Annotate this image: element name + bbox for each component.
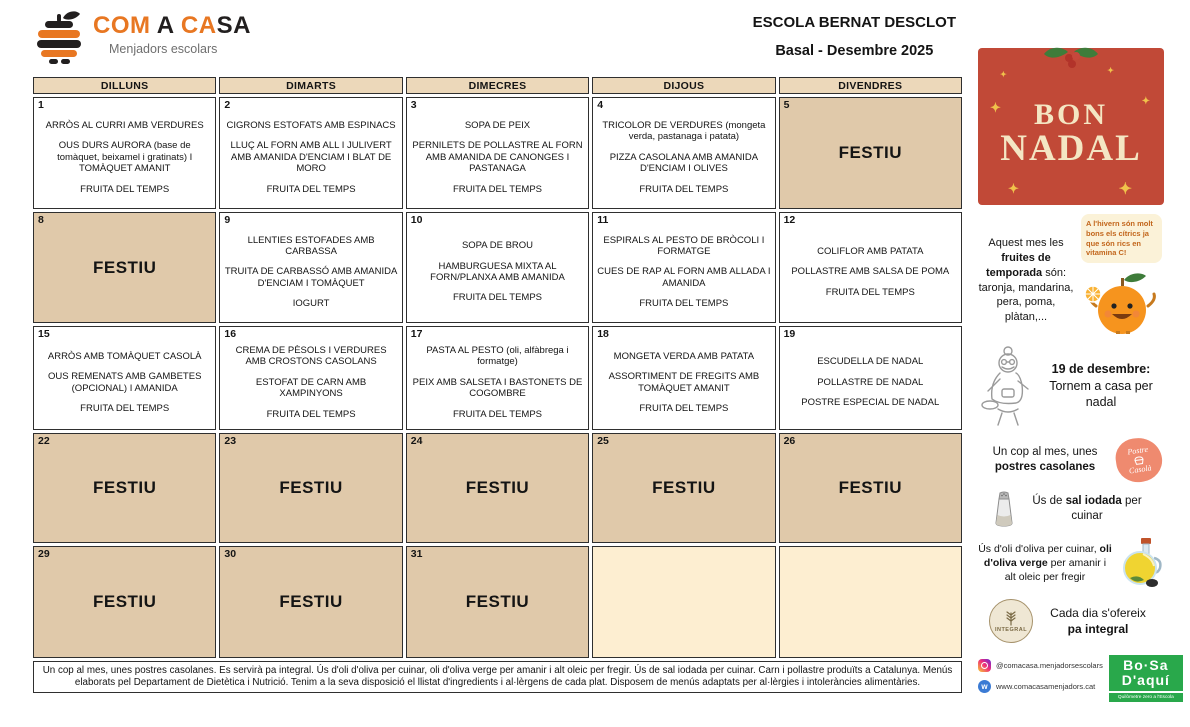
festiu-label: FESTIU xyxy=(92,478,157,497)
menu-item: POSTRE ESPECIAL DE NADAL xyxy=(801,397,940,409)
menu-item: LLUÇ AL FORN AMB ALL I JULIVERT AMB AMANIDA D'ENCIAM I BLAT DE MORO xyxy=(230,140,392,175)
menu-item: FRUITA DEL TEMPS xyxy=(639,402,729,414)
day-number: 10 xyxy=(410,214,423,226)
salt-shaker-icon xyxy=(993,491,1015,527)
day-number: 3 xyxy=(410,99,417,111)
calendar-cell xyxy=(33,546,216,658)
menu-item: FRUITA DEL TEMPS xyxy=(80,402,170,414)
weekday-header: DIJOUS xyxy=(592,77,775,94)
menu-item: FRUITA DEL TEMPS xyxy=(825,286,915,298)
menu-item: CUES DE RAP AL FORN AMB ALLADA I AMANIDA xyxy=(597,266,771,289)
menu-item: FRUITA DEL TEMPS xyxy=(266,408,356,420)
calendar-cell xyxy=(779,212,962,323)
festiu-label: FESTIU xyxy=(465,592,530,611)
calendar-cell xyxy=(592,546,775,658)
menu-items xyxy=(780,233,961,302)
calendar-cell xyxy=(592,212,775,323)
day-number: 29 xyxy=(38,548,50,560)
instagram-row xyxy=(978,659,1103,672)
day-number: 15 xyxy=(38,328,50,340)
calendar-cell xyxy=(779,97,962,209)
day-number: 26 xyxy=(783,435,796,447)
menu-item: SOPA DE PEIX xyxy=(464,120,531,132)
menu-item: SOPA DE BROU xyxy=(461,240,534,252)
day-number: 18 xyxy=(597,328,609,340)
calendar-cell xyxy=(33,97,216,209)
grandma-cooking-icon xyxy=(978,343,1036,429)
calendar-cell xyxy=(406,212,589,323)
weekday-header: DILLUNS xyxy=(33,77,216,94)
menu-item: COLIFLOR AMB PATATA xyxy=(817,245,924,257)
day-number: 4 xyxy=(597,99,604,111)
christmas-home-date: 19 de desembre: xyxy=(1051,361,1151,376)
day-number: 8 xyxy=(38,214,44,226)
menu-item: PIZZA CASOLANA AMB AMANIDA D'ENCIAM I OLIVES xyxy=(609,151,759,175)
school-name: ESCOLA BERNAT DESCLOT xyxy=(752,14,956,31)
calendar-cell xyxy=(592,326,775,430)
brand-text xyxy=(93,8,251,56)
wheat-icon xyxy=(1004,610,1018,626)
calendar-cell xyxy=(33,326,216,430)
bon-nadal-card xyxy=(978,48,1164,205)
day-number: 25 xyxy=(597,435,609,447)
day-number: 11 xyxy=(597,214,609,226)
calendar-cell xyxy=(33,212,216,323)
iodized-salt-text: Ús de sal iodada per cuinar xyxy=(1032,495,1142,522)
brand-subtitle: Menjadors escolars xyxy=(109,42,218,56)
sparkle-icon: ✦ xyxy=(1000,70,1007,79)
website-url: www.comacasamenjadors.cat xyxy=(996,682,1096,691)
menu-item: MONGETA VERDA AMB PATATA xyxy=(613,350,755,362)
menu-item: ARRÒS AL CURRI AMB VERDURES xyxy=(45,120,204,132)
social-links xyxy=(978,659,1103,693)
menu-items xyxy=(407,227,588,308)
day-number: 24 xyxy=(410,435,423,447)
sparkle-icon: ✦ xyxy=(1107,66,1114,75)
day-number: 2 xyxy=(224,99,231,111)
festiu-label: FESTIU xyxy=(279,592,343,611)
instagram-handle: @comacasa.menjadorsescolars xyxy=(996,661,1103,670)
weekday-header: DIVENDRES xyxy=(779,77,962,94)
wholegrain-bread-section xyxy=(978,599,1164,643)
sparkle-icon: ✦ xyxy=(1118,181,1132,198)
bosa-daqui-logo xyxy=(1109,655,1183,702)
menu-item: OUS REMENATS AMB GAMBETES (OPCIONAL) I AMANIDA xyxy=(47,371,202,394)
instagram-icon xyxy=(978,659,991,672)
homemade-dessert-text: Un cop al mes, unes postres casolanes xyxy=(992,446,1098,473)
calendar-cell xyxy=(592,433,775,543)
calendar-cell xyxy=(219,546,402,658)
menu-item: FRUITA DEL TEMPS xyxy=(452,292,543,304)
day-number: 23 xyxy=(224,435,237,447)
calendar-cell xyxy=(219,326,402,430)
speech-bubble: A l'hivern són molt bons els cítrics ja que són rics en vitamina C! xyxy=(1081,214,1162,263)
christmas-home-text xyxy=(1038,361,1164,412)
menu-item: ASSORTIMENT DE FREGITS AMB TOMÀQUET AMANIT xyxy=(608,371,760,394)
menu-item: PEIX AMB SALSETA I BASTONETS DE COGOMBRE xyxy=(412,376,583,400)
menu-item: PASTA AL PESTO (oli, alfàbrega i formatge) xyxy=(426,345,569,368)
sidebar xyxy=(978,48,1174,702)
menu-item: FRUITA DEL TEMPS xyxy=(452,408,543,420)
calendar-cell xyxy=(33,433,216,543)
menu-item: TRICOLOR DE VERDURES (mongeta verda, pastanaga i patata) xyxy=(602,120,766,143)
website-row xyxy=(978,680,1103,693)
day-number: 22 xyxy=(38,435,50,447)
festiu-label: FESTIU xyxy=(92,257,157,277)
integral-badge: INTEGRAL xyxy=(989,599,1033,643)
orange-character-icon xyxy=(1084,272,1160,334)
menu-items xyxy=(220,332,401,424)
menu-item: FRUITA DEL TEMPS xyxy=(639,183,729,195)
christmas-home-section xyxy=(978,343,1164,429)
menu-items xyxy=(220,107,401,199)
menu-item: ARRÒS AMB TOMÀQUET CASOLÀ xyxy=(47,350,202,362)
menu-period: Basal - Desembre 2025 xyxy=(775,43,934,59)
menu-item: POLLASTRE DE NADAL xyxy=(817,376,924,388)
seasonal-fruits-section xyxy=(978,214,1164,334)
menu-item: IOGURT xyxy=(292,298,330,310)
calendar-cell xyxy=(779,546,962,658)
website-icon: w xyxy=(978,680,991,693)
calendar-cell xyxy=(219,212,402,323)
sparkle-icon: ✦ xyxy=(990,100,1001,115)
sparkle-icon: ✦ xyxy=(1008,181,1019,196)
menu-item: ESTOFAT DE CARN AMB XAMPINYONS xyxy=(255,376,367,400)
olive-oil-section xyxy=(978,536,1164,590)
festiu-label: FESTIU xyxy=(838,478,903,497)
title-block xyxy=(753,14,956,59)
day-number: 1 xyxy=(38,99,44,111)
menu-items xyxy=(593,338,774,419)
menu-items xyxy=(220,222,401,314)
day-number: 16 xyxy=(224,328,237,340)
calendar-cell xyxy=(406,433,589,543)
menu-item: PERNILETS DE POLLASTRE AL FORN AMB AMANIDA DE CANONGES I PASTANAGA xyxy=(412,140,583,175)
orange-figure xyxy=(1076,214,1164,334)
menu-item: ESPIRALS AL PESTO DE BRÒCOLI I FORMATGE xyxy=(603,234,765,257)
calendar-cell xyxy=(779,433,962,543)
day-number: 5 xyxy=(783,99,790,111)
menu-item: HAMBURGUESA MIXTA AL FORN/PLANXA AMB AMANIDA xyxy=(430,260,565,283)
menu-items xyxy=(407,332,588,424)
weekday-header: DIMARTS xyxy=(219,77,402,94)
bosa-daqui-text: Bo·Sa D'aquí xyxy=(1109,655,1183,691)
menu-item: CIGRONS ESTOFATS AMB ESPINACS xyxy=(226,120,396,132)
bosa-daqui-tagline: Quilòmetre zero a l'Escola xyxy=(1109,693,1183,702)
menu-item: LLENTIES ESTOFADES AMB CARBASSA xyxy=(247,234,375,257)
menu-item: TRUITA DE CARBASSÓ AMB AMANIDA D'ENCIAM I TOMÀQUET xyxy=(224,266,398,289)
christmas-home-line: Tornem a casa per nadal xyxy=(1049,378,1153,410)
menu-items xyxy=(34,107,215,199)
olive-oil-text: Ús d'oli d'oliva per cuinar, oli d'oliva verge per amanir i alt oleic per fregir xyxy=(978,542,1112,584)
main-column xyxy=(33,8,962,689)
olive-oil-bottle-icon xyxy=(1114,536,1164,590)
day-number: 30 xyxy=(224,548,237,560)
menu-item: FRUITA DEL TEMPS xyxy=(452,183,543,195)
bon-nadal-line2: NADAL xyxy=(1000,128,1142,170)
sparkle-icon: ✦ xyxy=(1141,96,1150,107)
day-number: 12 xyxy=(783,214,796,226)
postre-casola-badge: Postre Casolà xyxy=(1113,435,1165,485)
festiu-label: FESTIU xyxy=(838,143,903,162)
menu-item: OUS DURS AURORA (base de tomàquet, beixamel i gratinats) I TOMÀQUET AMANIT xyxy=(57,140,193,175)
calendar-cell xyxy=(779,326,962,430)
calendar-cell xyxy=(406,326,589,430)
bon-nadal-line1: BON xyxy=(1033,98,1108,132)
festiu-label: FESTIU xyxy=(652,478,716,497)
calendar-cell xyxy=(592,97,775,209)
menu-items xyxy=(407,107,588,199)
menu-items xyxy=(34,338,215,419)
menu-items xyxy=(593,222,774,314)
day-number: 31 xyxy=(410,548,423,560)
apple-logo-icon xyxy=(33,8,85,64)
weekday-header: DIMECRES xyxy=(406,77,589,94)
menu-item: FRUITA DEL TEMPS xyxy=(266,183,356,195)
festiu-label: FESTIU xyxy=(92,592,157,611)
brand-name: COM A CASA xyxy=(93,12,251,39)
day-number: 17 xyxy=(410,328,423,340)
social-section xyxy=(978,655,1174,702)
calendar-cell xyxy=(219,433,402,543)
seasonal-fruits-text: Aquest mes les fruites de temporada són: taronja, mandarina, pera, poma, plàtan,... xyxy=(978,237,1074,324)
wholegrain-bread-text: Cada dia s'ofereix pa integral xyxy=(1050,605,1146,636)
festiu-label: FESTIU xyxy=(279,478,343,497)
calendar-cell xyxy=(406,546,589,658)
calendar-cell xyxy=(219,97,402,209)
iodized-salt-section xyxy=(978,491,1164,527)
menu-items xyxy=(780,343,961,412)
menu-item: FRUITA DEL TEMPS xyxy=(639,298,729,310)
homemade-dessert-section xyxy=(978,438,1164,482)
menu-item: POLLASTRE AMB SALSA DE POMA xyxy=(791,266,950,278)
menu-items xyxy=(593,107,774,199)
footer-note: Un cop al mes, unes postres casolanes. Es servirà pa integral. Ús d'oli d'oliva per cuinar, oli d'oliva verge per amanir i alt oleic per fregir. Ús de sal iodada per cuinar. Carn i pollastre produïts a Catalunya. Menús elaborats pel Departament de Dietètica i Nutrició. Tenim a la seva disposició el llistat d'ingredients i al·lèrgens de cada plat. Disposem de menús adaptats per al·lèrgies i intoleràncies alimentàries. xyxy=(33,661,962,693)
menu-item: CREMA DE PÈSOLS I VERDURES AMB CROSTONS CASOLANS xyxy=(235,345,387,368)
calendar-cell xyxy=(406,97,589,209)
holly-icon xyxy=(1036,44,1106,70)
menu-item: FRUITA DEL TEMPS xyxy=(80,183,170,195)
day-number: 19 xyxy=(783,328,796,340)
day-number: 9 xyxy=(224,214,231,226)
calendar-grid xyxy=(33,77,962,658)
menu-item: ESCUDELLA DE NADAL xyxy=(817,356,924,368)
festiu-label: FESTIU xyxy=(465,478,530,497)
